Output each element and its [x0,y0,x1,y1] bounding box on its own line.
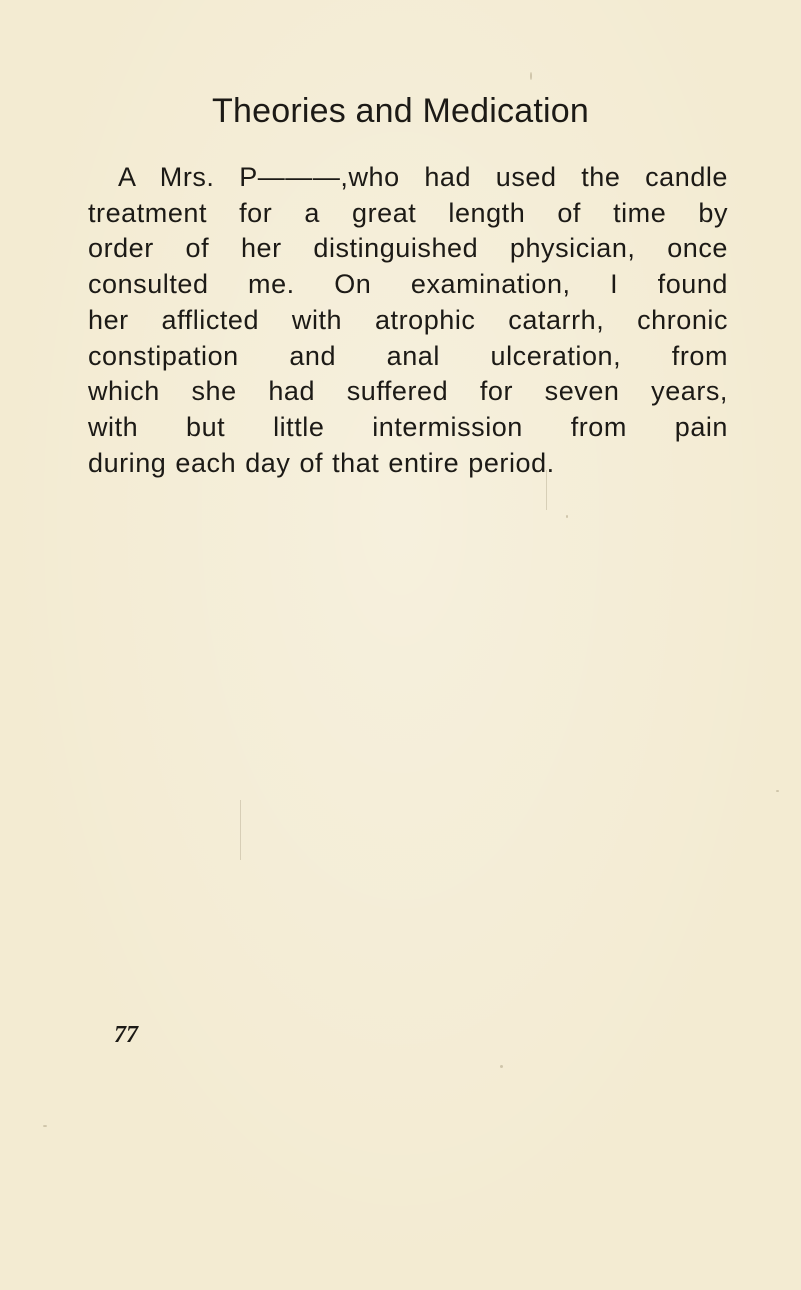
paper-fiber [240,800,241,860]
body-line: with but little intermission from pain [88,411,728,442]
body-line: constipation and anal ulceration, from [88,340,728,371]
paper-speck [530,72,532,80]
body-line: her afflicted with atrophic catarrh, chronic [88,304,728,335]
paper-speck [500,1065,503,1068]
body-line: order of her distinguished physician, once [88,233,728,264]
body-paragraph [88,160,728,481]
paper-speck [776,790,779,792]
paper-speck [566,515,568,518]
paper-fiber [546,470,547,510]
paper-speck [43,1125,47,1127]
body-line: consulted me. On examination, I found [88,269,728,300]
body-line: treatment for a great length of time by [88,197,728,228]
body-line: A Mrs. P———,who had used the candle [118,162,728,192]
page-number: 77 [114,1022,138,1048]
running-head: Theories and Medication [212,92,589,130]
body-line: which she had suffered for seven years, [88,376,728,407]
body-line: during each day of that entire period. [88,447,555,478]
